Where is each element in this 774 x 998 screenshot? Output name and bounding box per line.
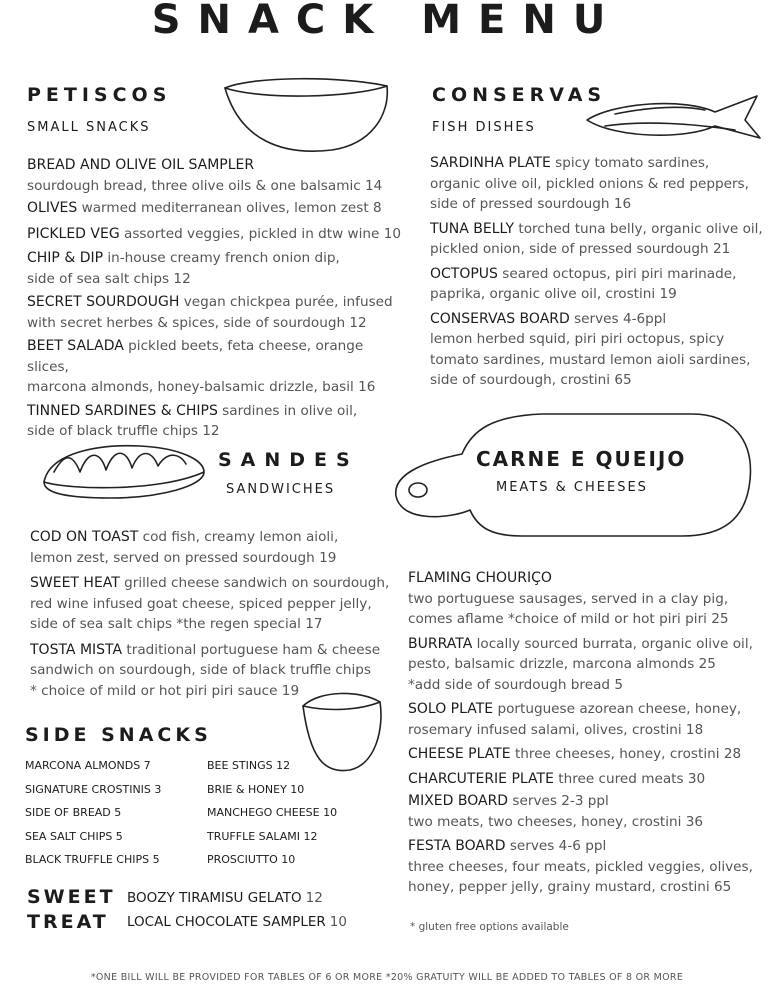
list-item: TUNA BELLY torched tuna belly, organic olive oil, pickled onion, side of pressed sourdough 21: [430, 220, 763, 257]
list-item: CHEESE PLATE three cheeses, honey, crostini 28: [408, 746, 742, 762]
list-item: TOSTA MISTA traditional portuguese ham & cheese sandwich on sourdough, side of black truffle chips * choice of mild or hot piri piri sauce 19: [30, 641, 381, 699]
gluten-free-note: * gluten free options available: [410, 921, 569, 933]
conservas-title: CONSERVAS: [432, 84, 607, 106]
carne-list: [408, 568, 770, 898]
list-item: PROSCIUTTO 10: [207, 853, 296, 866]
list-item: SARDINHA PLATE spicy tomato sardines, organic olive oil, pickled onions & red peppers, side of pressed sourdough 16: [430, 155, 749, 212]
list-item: PICKLED VEG assorted veggies, pickled in dtw wine 10: [27, 225, 402, 242]
fish-icon: [585, 90, 765, 150]
cutting-board-icon: [392, 410, 762, 545]
conservas-subtitle: FISH DISHES: [432, 120, 536, 135]
petiscos-title: PETISCOS: [27, 84, 172, 106]
sandwich-icon: [40, 442, 210, 506]
list-item: SIDE OF BREAD 5: [25, 806, 122, 819]
carne-title: CARNE E QUEIJO: [476, 447, 687, 471]
side-snacks-left: [25, 759, 205, 867]
conservas-list: [430, 153, 770, 391]
list-item: LOCAL CHOCOLATE SAMPLER 10: [127, 914, 347, 930]
menu-title: SNACK MENU: [151, 0, 623, 43]
sandes-subtitle: SANDWICHES: [226, 482, 336, 497]
list-item: TRUFFLE SALAMI 12: [207, 829, 318, 843]
list-item: BEE STINGS 12: [207, 759, 291, 772]
list-item: BEET SALADA pickled beets, feta cheese, orange slices, marcona almonds, honey-balsamic drizzle, basil 16: [27, 338, 376, 395]
list-item: SWEET HEAT grilled cheese sandwich on sourdough, red wine infused goat cheese, spiced pepper jelly, side of sea salt chips *the regen special 17: [30, 575, 390, 632]
list-item: BOOZY TIRAMISU GELATO 12: [127, 890, 323, 906]
list-item: FLAMING CHOURIÇO two portuguese sausages, served in a clay pig, comes aflame *choice of mild or hot piri piri 25: [408, 570, 729, 627]
sweet-treat-label: SWEET TREAT: [27, 886, 116, 933]
side-snacks-right: [207, 759, 397, 867]
list-item: CHARCUTERIE PLATE three cured meats 30: [408, 770, 706, 787]
bowl-icon: [222, 74, 392, 156]
list-item: SOLO PLATE portuguese azorean cheese, honey, rosemary infused salami, olives, crostini 18: [408, 701, 742, 738]
petiscos-subtitle: SMALL SNACKS: [27, 120, 151, 135]
carne-subtitle: MEATS & CHEESES: [496, 480, 648, 495]
list-item: OLIVES warmed mediterranean olives, lemon zest 8: [27, 200, 382, 216]
list-item: CHIP & DIP in-house creamy french onion dip, side of sea salt chips 12: [27, 250, 340, 287]
list-item: BURRATA locally sourced burrata, organic olive oil, pesto, balsamic drizzle, marcona almonds 25 *add side of sourdough bread 5: [408, 635, 753, 693]
list-item: BREAD AND OLIVE OIL SAMPLER sourdough bread, three olive oils & one balsamic 14: [27, 157, 383, 194]
list-item: TINNED SARDINES & CHIPS sardines in olive oil, side of black truffle chips 12: [27, 402, 358, 439]
petiscos-list: [27, 155, 407, 442]
list-item: SEA SALT CHIPS 5: [25, 829, 123, 843]
list-item: COD ON TOAST cod fish, creamy lemon aioli, lemon zest, served on pressed sourdough 19: [30, 529, 339, 566]
list-item: BLACK TRUFFLE CHIPS 5: [25, 853, 160, 866]
list-item: CONSERVAS BOARD serves 4-6ppl lemon herbed squid, piri piri octopus, spicy tomato sardines, mustard lemon aioli sardines, side of sourdough, crostini 65: [430, 310, 751, 388]
list-item: MANCHEGO CHEESE 10: [207, 806, 338, 819]
list-item: MARCONA ALMONDS 7: [25, 759, 151, 772]
sandes-list: [30, 527, 400, 701]
footer-note: *ONE BILL WILL BE PROVIDED FOR TABLES OF 6 OR MORE *20% GRATUITY WILL BE ADDED TO TABLES OF 8 OR MORE: [90, 972, 684, 983]
list-item: FESTA BOARD serves 4-6 ppl three cheeses, four meats, pickled veggies, olives, honey, pepper jelly, grainy mustard, crostini 65: [408, 838, 753, 895]
list-item: SECRET SOURDOUGH vegan chickpea purée, infused with secret herbes & spices, side of sourdough 12: [27, 294, 393, 331]
sandes-title: SANDES: [218, 449, 359, 471]
side-snacks-title: SIDE SNACKS: [25, 724, 212, 746]
list-item: OCTOPUS seared octopus, piri piri marinade, paprika, organic olive oil, crostini 19: [430, 265, 737, 302]
list-item: SIGNATURE CROSTINIS 3: [25, 782, 162, 796]
list-item: BRIE & HONEY 10: [207, 782, 305, 796]
list-item: MIXED BOARD serves 2-3 ppl two meats, two cheeses, honey, crostini 36: [408, 793, 704, 830]
sweet-treat-list: [127, 886, 347, 934]
